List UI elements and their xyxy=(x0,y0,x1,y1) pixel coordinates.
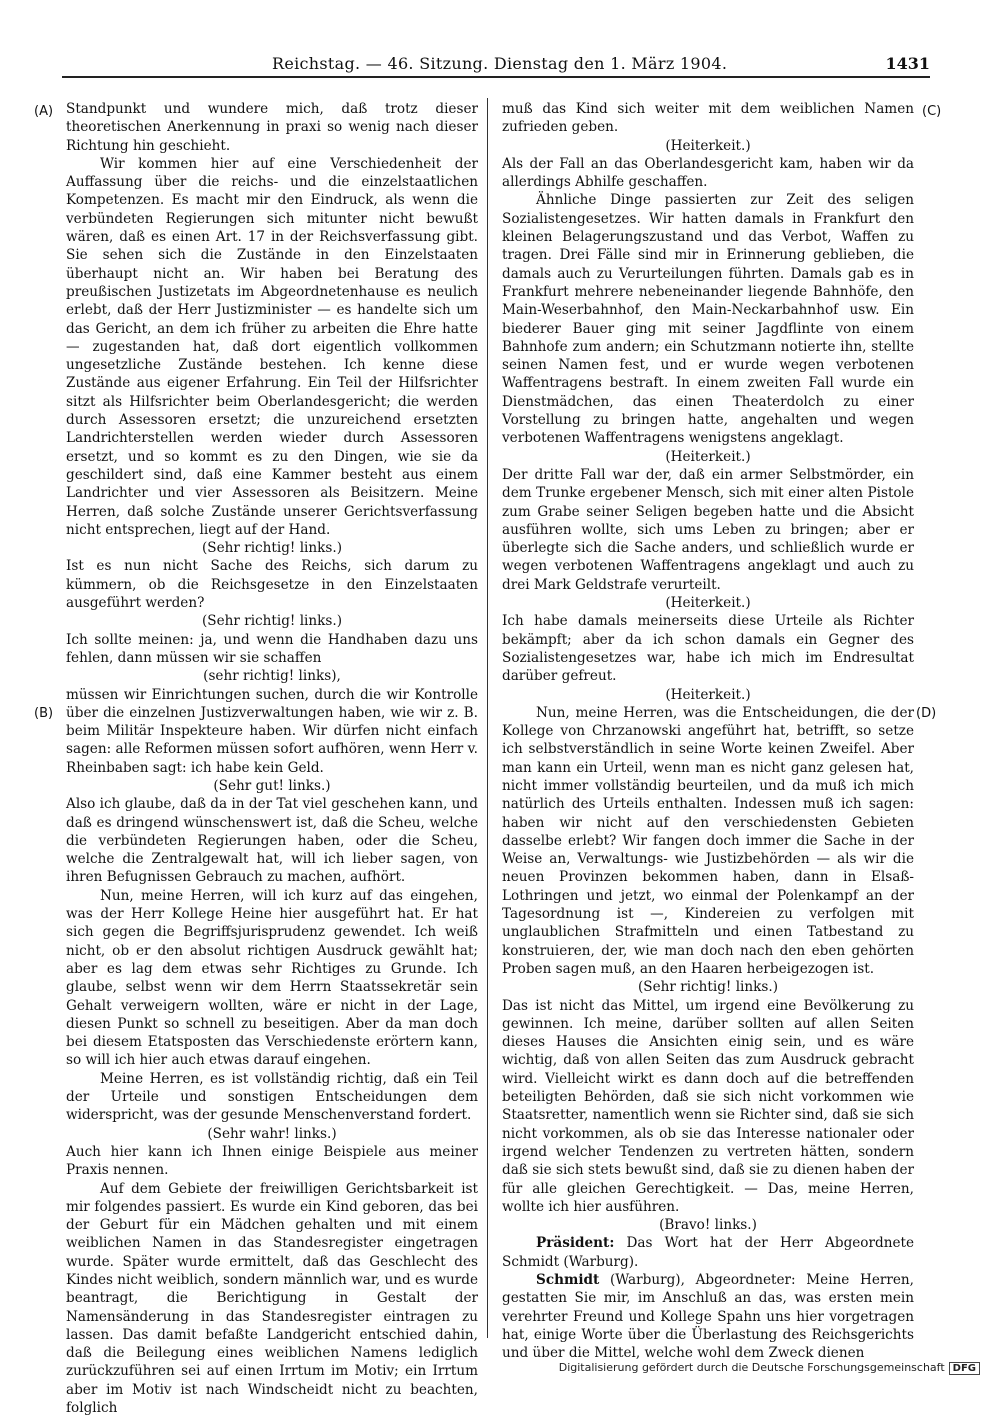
interjection: (sehr richtig! links), xyxy=(203,668,341,685)
interjection: (Sehr richtig! links.) xyxy=(201,540,343,557)
paragraph: Wir kommen hier auf eine Verschiedenheit der Auffassung über die reichs- und die einzelstaatlichen Kompetenzen. Es macht mir den Eindruck, als wenn die verbündeten Regierungen sich mitunter nicht bewußt wären, daß es einen Art. 17 in der Reichsverfassung gibt. Sie sehen sich die Zustände in den Einzelstaaten überhaupt nicht an. Wir haben bei Beratung des preußischen Justizetats im Abgeordnetenhause es neulich erlebt, daß der Herr Justizminister — es handelte sich um das Gericht, an dem ich früher zu arbeiten die Ehre hatte — zugestanden hat, daß dort eigentlich vollkommen ungesetzliche Zustände bestehen. Ich kenne diese Zustände aus eigener Erfahrung. Ein Teil der Hilfsrichter sitzt als Hilfsrichter beim Oberlandesgericht; die werden durch Assessoren ersetzt; die unzureichend ersetzten Landrichterstellen werden wieder durch Assessoren ersetzt, und so kommt es zu den Dingen, wie sie da geschildert sind, daß eine Kammer besteht aus einem Landrichter und vier Assessoren als Beisitzern. Meine Herren, daß solche Zustände unserer Gerichtsverfassung nicht entsprechen, liegt auf der Hand. xyxy=(66,155,478,538)
paragraph: Das ist nicht das Mittel, um irgend eine Bevölkerung zu gewinnen. Ich meine, darüber sollten auf allen Seiten dieses Hauses die Ansichten einig sein, und es wäre wichtig, daß von allen Seiten das zum Ausdruck gebracht wird. Vielleicht wirkt es dann doch auf die betreffenden beteiligten Behörden, daß sie sich nicht vorkommen wie Staatsretter, namentlich wenn sie Richter sind, daß sie sich nicht vorkommen, als ob sie das Interesse nationaler oder irgend welcher Tendenzen zu vertreten hätten, sondern daß sie sich stets bewußt sind, daß sie zu dienen haben der für alle gleichen Gerechtigkeit. — Das, meine Herren, wollte ich hier ausführen. xyxy=(502,997,914,1215)
running-title: Reichstag. — 46. Sitzung. Dienstag den 1. März 1904. xyxy=(272,54,728,73)
interjection: (Heiterkeit.) xyxy=(665,137,751,154)
paragraph: Ist es nun nicht Sache des Reichs, sich darum zu kümmern, ob die Reichsgesetze in den Einzelstaaten ausgeführt werden? xyxy=(66,558,478,612)
interjection: (Sehr gut! links.) xyxy=(213,777,331,794)
right-column xyxy=(502,100,915,1362)
paragraph: Standpunkt und wundere mich, daß trotz dieser theoretischen Anerkennung in praxi so wenig nach dieser Richtung hin geschieht. xyxy=(66,101,478,154)
paragraph: Ich habe damals meinerseits diese Urteile als Richter bekämpft; aber da ich schon damals ein Gegner des Sozialistengesetzes war, habe ich mich im Endresultat darüber gefreut. xyxy=(502,613,914,685)
speaker-paragraph xyxy=(502,1271,914,1362)
interjection: (Sehr wahr! links.) xyxy=(207,1125,337,1142)
footer xyxy=(559,1361,980,1375)
header-rule xyxy=(62,76,930,78)
paragraph: Meine Herren, es ist vollständig richtig, daß ein Teil der Urteile und sonstigen Entscheidungen dem widerspricht, was der gesunde Menschenverstand fordert. xyxy=(66,1070,478,1124)
speaker-paragraph xyxy=(502,1234,914,1271)
digitization-credit: Digitalisierung gefördert durch die Deutsche Forschungsgemeinschaft xyxy=(558,1361,945,1374)
paragraph: muß das Kind sich weiter mit dem weiblichen Namen zufrieden geben. xyxy=(502,101,914,136)
paragraph: Also ich glaube, daß da in der Tat viel geschehen kann, und daß es dringend wünschenswert ist, daß die Scheu, welche die verbündeten Regierungen haben, oder die Scheu, welche die Zentralgewalt hat, will ich lieber sagen, von ihren Befugnissen Gebrauch zu machen, aufhört. xyxy=(66,796,478,886)
left-column xyxy=(66,100,479,1417)
page-number: 1431 xyxy=(885,54,930,73)
paragraph: Nun, meine Herren, will ich kurz auf das eingehen, was der Herr Kollege Heine hier ausgeführt hat. Er hat sich gegen die Begriffsjurisprudenz gewendet. Ich weiß nicht, ob er den absolut richtigen Ausdruck gewählt hat; aber es lag dem etwas sehr Richtiges zu Grunde. Ich glaube, selbst wenn wir dem Herrn Staatssekretär sein Gehalt verweigern wollten, wäre er nicht in der Lage, diesen Punkt so schnell zu beseitigen. Aber da man doch bei diesem Etatsposten das Verschiedenste erörtern kann, so will ich hier auch etwas darauf eingehen. xyxy=(66,887,478,1069)
interjection: (Sehr richtig! links.) xyxy=(201,613,343,630)
margin-marker-b: (B) xyxy=(34,706,54,721)
interjection: (Heiterkeit.) xyxy=(665,686,751,703)
paragraph: Auf dem Gebiete der freiwilligen Gerichtsbarkeit ist mir folgendes passiert. Es wurde ein Kind geboren, das bei der Geburt für ein Mädchen gehalten und mit einem weiblichen Namen in das Standesregister eingetragen wurde. Später wurde ermittelt, daß das Geschlecht des Kindes nicht weiblich, sondern männlich war, und es wurde beantragt, die Berichtigung in Gestalt der Namensänderung in das Standesregister eintragen zu lassen. Das damit befaßte Landgericht entschied dahin, daß die Beilegung eines weiblichen Namens lediglich zurückzuführen sei auf einen Irrtum im Motiv; ein Irrtum aber im Motiv ist nach Windscheidt nicht zu beachten, folglich xyxy=(66,1180,479,1417)
speaker-text: Das Wort hat der Herr Abgeordnete Schmidt (Warburg). xyxy=(502,1235,915,1270)
paragraph: Nun, meine Herren, was die Entscheidungen, die der Kollege von Chrzanowski angeführt hat, betrifft, so setze ich selbstverständlich in seine Worte keinen Zweifel. Aber man kann ein Urteil, wenn man es nicht ganz gelesen hat, nicht immer vollständig beurteilen, und da muß ich mich natürlich des Urteils enthalten. Indessen muß ich sagen: haben wir nicht auf den verschiedensten Gebieten dasselbe erlebt? Wir fangen doch immer die Sache in der Weise an, Verwaltungs- wie Justizbehörden — als wir die neuen Provinzen bekommen haben, dann in Elsaß-Lothringen und jetzt, wo einmal der Polenkampf an der Tagesordnung ist —, Kindereien zu verfolgen mit unglaublichen Strafmitteln und einen Tatbestand zu konstruieren, der, wie man doch nach den eben gehörten Proben sagen muß, an den Haaren herbeigezogen ist. xyxy=(502,704,914,977)
paragraph: Ich sollte meinen: ja, und wenn die Handhaben dazu uns fehlen, dann müssen wir sie schaffen xyxy=(66,631,478,666)
paragraph: Ähnliche Dinge passierten zur Zeit des seligen Sozialistengesetzes. Wir hatten damals in Frankfurt den kleinen Belagerungszustand und das Verbot, Waffen zu tragen. Drei Fälle sind mir in Erinnerung geblieben, die damals auch zu Verurteilungen führten. Damals gab es in Frankfurt mehrere nebeneinander liegende Bahnhöfe, den Main-Weserbahnhof, den Main-Neckarbahnhof usw. Ein biederer Bauer ging mit seiner Jagdflinte von einem Bahnhofe zum andern; ein Schutzmann notierte ihn, stellte seinen Namen fest, und er wurde wegen verbotenen Waffentragens bestraft. In einem zweiten Fall wurde ein Dienstmädchen, das einen Theaterdolch zu einer Vorstellung zu bringen hatte, angehalten und wegen verbotenen Waffentragens wenigstens angeklagt. xyxy=(502,192,914,447)
page-header xyxy=(62,44,930,84)
speaker-label: Schmidt xyxy=(536,1272,600,1288)
margin-marker-c: (C) xyxy=(922,104,942,119)
margin-marker-d: (D) xyxy=(916,706,937,721)
paragraph: Als der Fall an das Oberlandesgericht kam, haben wir da allerdings Abhilfe geschaffen. xyxy=(502,155,914,191)
interjection: (Bravo! links.) xyxy=(659,1217,757,1234)
interjection: (Heiterkeit.) xyxy=(665,595,751,612)
paragraph: müssen wir Einrichtungen suchen, durch die wir Kontrolle über die einzelnen Justizverwaltungen haben, wie wir z. B. beim Militär Inspekteure haben. Wir dürfen nicht einfach sagen: alle Reformen müssen sofort aufhören, wenn Herr v. Rheinbaben sagt: ich habe kein Geld. xyxy=(66,686,478,776)
dfg-logo: DFG xyxy=(949,1362,980,1375)
column-divider xyxy=(487,98,488,1338)
paragraph: Auch hier kann ich Ihnen einige Beispiele aus meiner Praxis nennen. xyxy=(66,1143,478,1179)
speaker-label: Präsident: xyxy=(536,1235,615,1252)
interjection: (Sehr richtig! links.) xyxy=(637,979,779,996)
paragraph: Der dritte Fall war der, daß ein armer Selbstmörder, ein dem Trunke ergebener Mensch, sich mit einer alten Pistole zum Grabe seiner Seligen begeben hatte und die Absicht ausführen wollte, sich ums Leben zu bringen; aber er überlegte sich die Sache anders, und schließlich wurde er wegen verbotenen Waffentragens angeklagt und auch zu drei Mark Geldstrafe verurteilt. xyxy=(502,466,914,593)
margin-marker-a: (A) xyxy=(34,104,54,119)
interjection: (Heiterkeit.) xyxy=(665,448,751,465)
speaker-text: (Warburg), Abgeordneter: Meine Herren, gestatten Sie mir, im Anschluß an das, was ersten mein verehrter Freund und Kollege Spahn uns hier vorgetragen hat, einige Worte über die Überlastung des Reichsgerichts und über die Mittel, welche wohl dem Zweck dienen xyxy=(502,1272,914,1362)
